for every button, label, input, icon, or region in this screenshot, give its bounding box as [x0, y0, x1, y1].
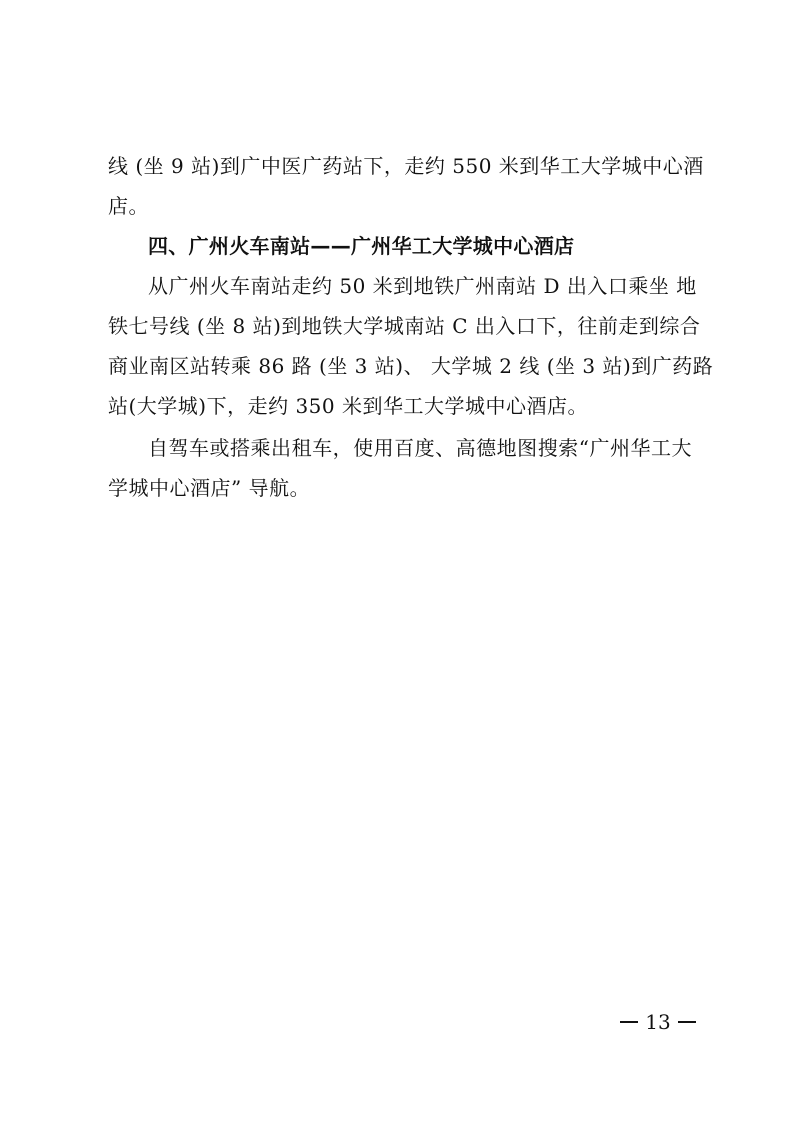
paragraph-line-7: 自驾车或搭乘出租车，使用百度、高德地图搜索“广州华工大: [148, 436, 692, 460]
paragraph-line-6: 站(大学城)下，走约 350 米到华工大学城中心酒店。: [108, 394, 588, 418]
paragraph-line-5: 商业南区站转乘 86 路 (坐 3 站)、 大学城 2 线 (坐 3 站)到广药路: [108, 354, 714, 378]
paragraph-line-4: 铁七号线 (坐 8 站)到地铁大学城南站 C 出入口下，往前走到综合: [108, 314, 701, 338]
paragraph-line-1: 线 (坐 9 站)到广中医广药站下，走约 550 米到华工大学城中心酒: [108, 154, 704, 178]
page-number-left-dash: [620, 1021, 638, 1023]
section-heading: 四、广州火车南站——广州华工大学城中心酒店: [148, 234, 575, 258]
paragraph-line-2: 店。: [108, 194, 149, 218]
paragraph-line-3: 从广州火车南站走约 50 米到地铁广州南站 D 出入口乘坐 地: [148, 274, 697, 298]
paragraph-line-8: 学城中心酒店” 导航。: [108, 476, 311, 500]
page-number-right-dash: [678, 1021, 696, 1023]
page-number-value: 13: [645, 1010, 671, 1034]
page-number: [620, 1008, 696, 1036]
